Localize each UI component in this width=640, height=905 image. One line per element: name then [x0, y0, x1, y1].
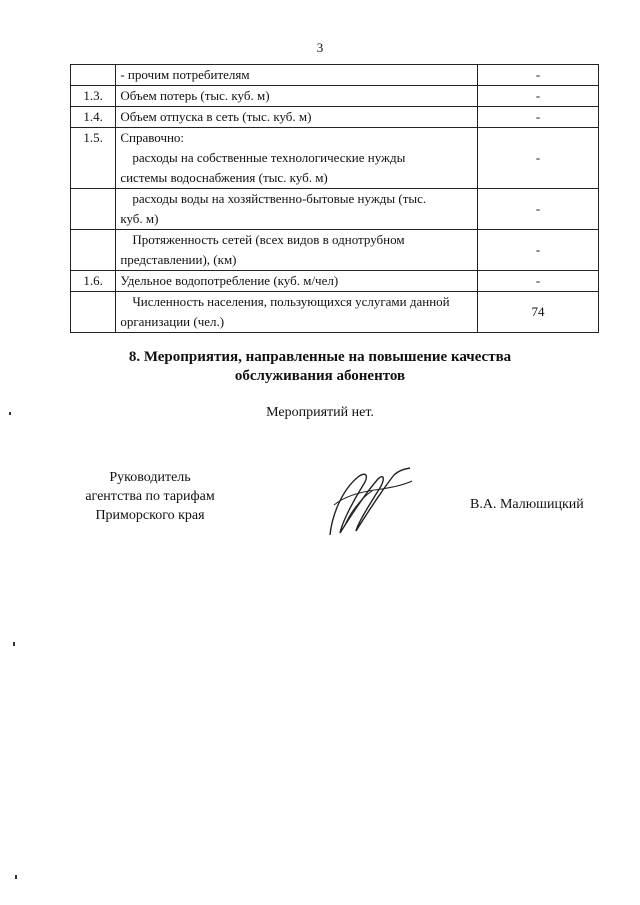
row-description [116, 292, 478, 333]
signatory-title-line: Приморского края [95, 508, 205, 523]
row-value: - [478, 230, 599, 271]
row-number: 1.4. [71, 107, 116, 128]
row-value: - [478, 86, 599, 107]
signatory-title-line: Руководитель [109, 470, 191, 485]
row-number [71, 230, 116, 271]
row-number: 1.3. [71, 86, 116, 107]
row-description-line: Численность населения, пользующихся услугами данной [132, 294, 450, 309]
row-description-line: расходы воды на хозяйственно-бытовые нужды (тыс. [132, 191, 427, 206]
row-value: - [478, 189, 599, 230]
row-description: - прочим потребителям [116, 65, 478, 86]
row-description-line: организации (чел.) [120, 314, 225, 329]
row-value: - [478, 271, 599, 292]
signatory-title [70, 468, 230, 525]
row-value: - [478, 128, 599, 189]
row-value: - [478, 65, 599, 86]
row-number: 1.6. [71, 271, 116, 292]
scan-speck [13, 642, 15, 646]
table-row [71, 65, 599, 86]
table-row [71, 189, 599, 230]
signatory-name: В.А. Малюшицкий [470, 497, 584, 512]
row-description-line: Справочно: [120, 130, 185, 145]
row-description: Объем отпуска в сеть (тыс. куб. м) [116, 107, 478, 128]
table-row [71, 128, 599, 189]
scan-speck [9, 412, 11, 415]
signatory-title-line: агентства по тарифам [85, 489, 215, 504]
table-row [71, 271, 599, 292]
scan-speck [15, 875, 17, 879]
row-description-line: расходы на собственные технологические нужды [132, 150, 406, 165]
section-heading-line: 8. Мероприятия, направленные на повышение качества [128, 349, 512, 365]
table-row [71, 230, 599, 271]
table-row [71, 292, 599, 333]
row-number [71, 189, 116, 230]
row-description-line: Протяженность сетей (всех видов в однотрубном [132, 232, 405, 247]
row-number [71, 292, 116, 333]
section-body-text: Мероприятий нет. [266, 405, 374, 420]
row-number [71, 65, 116, 86]
section-heading [0, 348, 640, 386]
row-description [116, 230, 478, 271]
row-description-line: представлении), (км) [120, 252, 237, 267]
table-row [71, 86, 599, 107]
row-description [116, 189, 478, 230]
row-description: Удельное водопотребление (куб. м/чел) [116, 271, 478, 292]
page-number: 3 [316, 40, 324, 55]
section-heading-line: обслуживания абонентов [234, 368, 406, 384]
row-description: Объем потерь (тыс. куб. м) [116, 86, 478, 107]
row-description-line: куб. м) [120, 211, 159, 226]
row-description-line: системы водоснабжения (тыс. куб. м) [120, 170, 328, 185]
row-value: 74 [478, 292, 599, 333]
handwritten-signature [320, 465, 415, 540]
row-number: 1.5. [71, 128, 116, 189]
row-value: - [478, 107, 599, 128]
table-row [71, 107, 599, 128]
row-description [116, 128, 478, 189]
data-table [70, 64, 599, 333]
